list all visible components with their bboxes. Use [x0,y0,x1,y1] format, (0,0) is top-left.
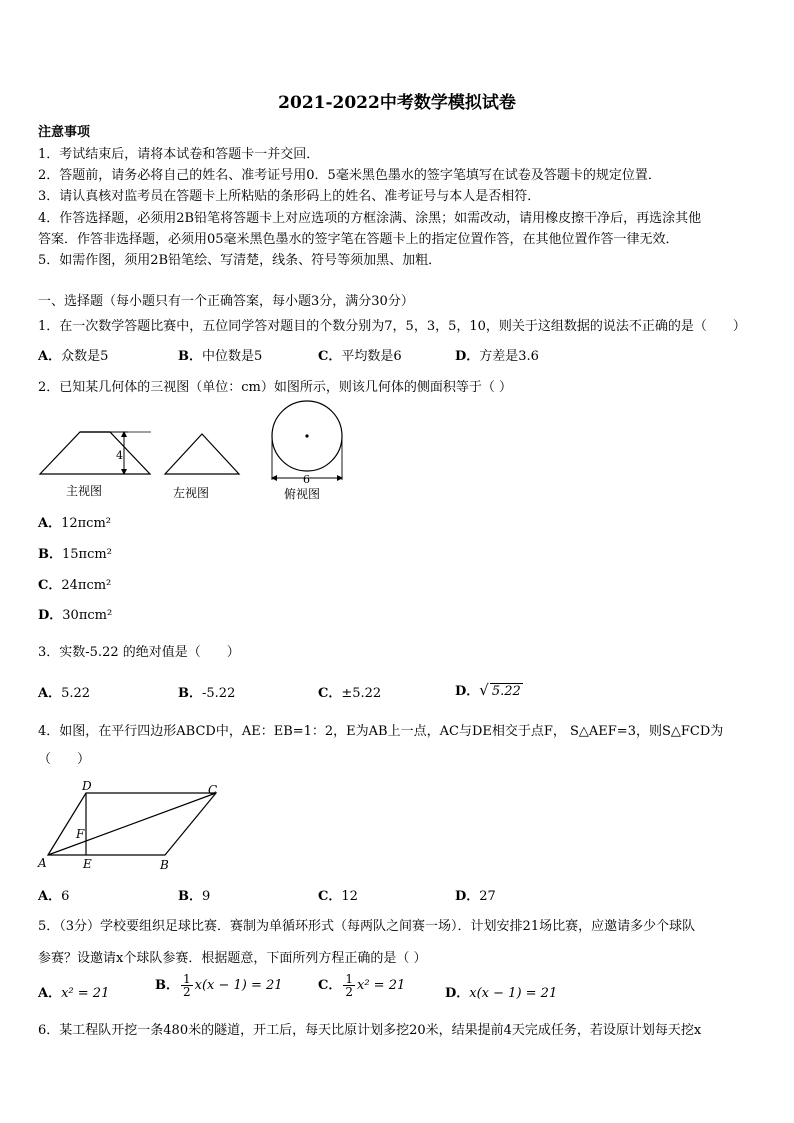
question-4-option-b: B．9 [178,889,211,904]
question-1-option-b: B．中位数是5 [178,349,263,364]
question-3-option-b: B．-5.22 [178,686,236,701]
parallelogram-figure [34,778,234,874]
question-4-option-d: D．27 [455,889,496,904]
question-3-option-c: C．±5.22 [318,686,382,701]
question-5-option-d: D．x(x − 1) = 21 [445,986,558,1001]
diameter-dimension: 6 [303,473,310,486]
height-dimension: 4 [116,449,123,462]
section-heading: 一、选择题（每小题只有一个正确答案，每小题3分，满分30分） [38,294,414,309]
notice-item: 2．答题前，请务必将自己的姓名、准考证号用0．5毫米黑色墨水的签字笔填写在试卷及答题卡的规定位置． [38,168,661,183]
point-c-label: C [208,783,218,797]
notice-item: 3．请认真核对监考员在答题卡上所粘贴的条形码上的姓名、准考证号与本人是否相符． [38,189,541,204]
front-view-label: 主视图 [66,484,103,498]
question-2-option-a: A．12πcm² [38,516,111,531]
question-4-option-a: A．6 [38,889,70,904]
question-1-option-c: C．平均数是6 [318,349,402,364]
question-5-option-c: C． $\frac{1}{2}$ x² = 21 [318,972,406,999]
point-d-label: D [82,779,92,793]
notice-heading: 注意事项 [38,125,91,140]
question-5-option-a: A．x² = 21 [38,986,110,1001]
point-f-label: F [76,827,85,841]
top-view [271,401,343,486]
point-a-label: A [38,856,47,870]
question-6-stem: 6．某工程队开挖一条480米的隧道，开工后，每天比原计划多挖20米，结果提前4天完成任务，若设原计划每天挖x [38,1023,702,1038]
notice-item: 5．如需作图，须用2B铅笔绘、写清楚，线条、符号等须加黑、加粗． [38,253,442,268]
question-2-option-c: C．24πcm² [38,578,112,593]
fraction: $\frac{1}{2}$ [183,972,191,999]
question-5-option-b: B． $\frac{1}{2}$ x(x − 1) = 21 [155,972,283,999]
notice-item: 答案．作答非选择题，必须用05毫米黑色墨水的签字笔在答题卡上的指定位置作答，在其他位置作答一律无效． [38,232,679,247]
notice-item: 4．作答选择题，必须用2B铅笔将答题卡上对应选项的方框涂满、涂黑；如需改动，请用橡皮擦干净后，再选涂其他 [38,211,702,226]
point-b-label: B [160,858,169,872]
question-2-option-d: D．30πcm² [38,608,113,623]
point-e-label: E [83,857,92,871]
top-view-label: 俯视图 [284,487,321,501]
question-5-stem: 5．（3分）学校要组织足球比赛．赛制为单循环形式（每两队之间赛一场）．计划安排21场比赛，应邀请多少个球队 [38,919,696,934]
question-2-stem: 2．已知某几何体的三视图（单位：cm）如图所示，则该几何体的侧面积等于（ ） [38,380,513,395]
question-4-stem: 4．如图，在平行四边形ABCD中，AE：EB=1：2，E为AB上一点，AC与DE相交于点F， S△AEF=3，则S△FCD为 [38,724,724,739]
page-title: 2021-2022中考数学模拟试卷 [278,93,516,113]
question-2-option-b: B．15πcm² [38,547,112,562]
front-view [40,431,151,475]
fraction: $\frac{1}{2}$ [345,972,353,999]
question-5-stem-cont: 参赛？设邀请x个球队参赛．根据题意，下面所列方程正确的是（ ） [38,951,427,966]
question-4-option-c: C．12 [318,889,358,904]
question-3-option-a: A．5.22 [38,686,91,701]
question-4-stem-cont: （ ） [38,752,91,767]
question-3-option-d: D．√ 5.22 [455,681,521,699]
notice-item: 1．考试结束后，请将本试卷和答题卡一并交回． [38,147,320,162]
question-1-stem: 1．在一次数学答题比赛中，五位同学答对题目的个数分别为7，5，3，5，10，则关于这组数据的说法不正确的是（ ） [38,319,746,334]
side-view-label: 左视图 [173,486,210,500]
question-1-option-a: A．众数是5 [38,349,109,364]
question-3-stem: 3．实数-5.22 的绝对值是（ ） [38,645,240,660]
side-view [165,434,239,474]
question-1-option-d: D．方差是3.6 [455,349,539,364]
sqrt-sign: √ [479,681,489,699]
